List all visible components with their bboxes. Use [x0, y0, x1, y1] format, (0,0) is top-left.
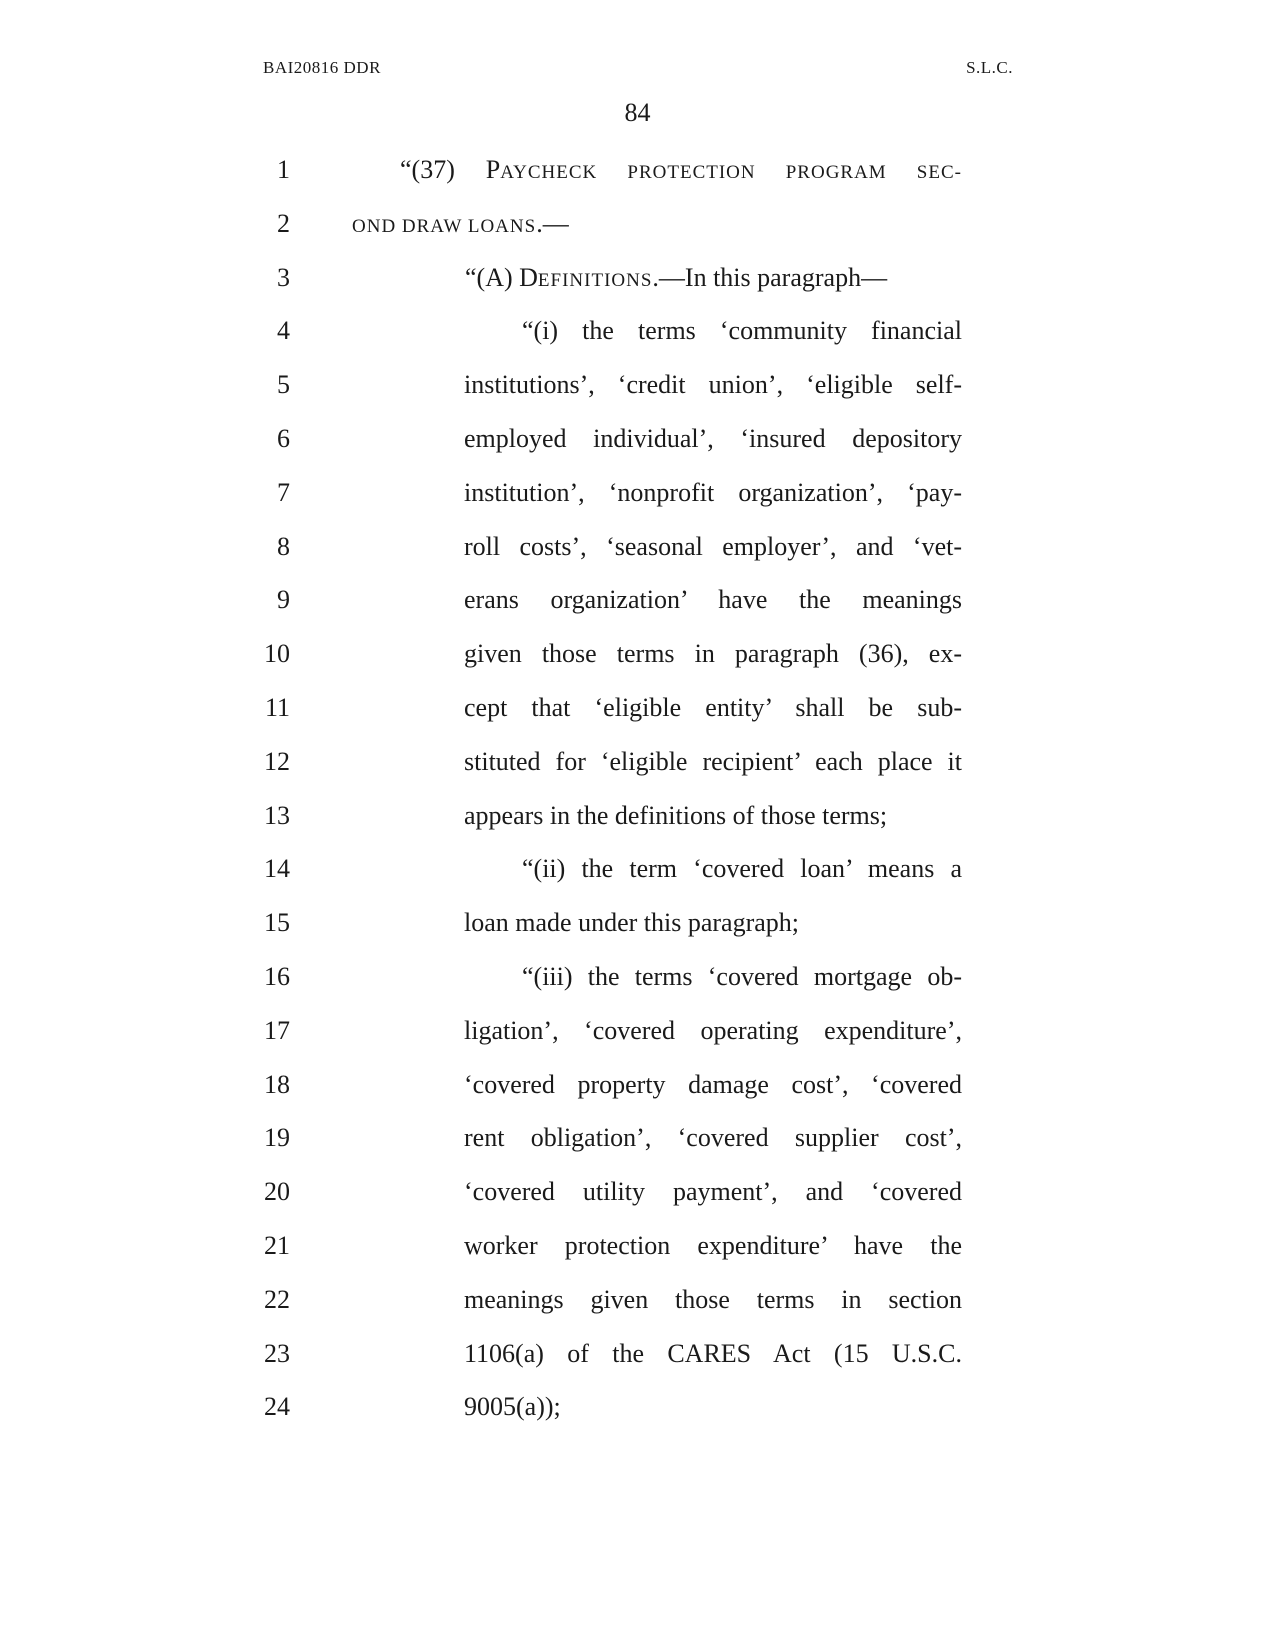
text-line: roll costs’, ‘seasonal employer’, and ‘vet-: [464, 531, 962, 561]
subparagraph-heading-line: “(A) DEFINITIONS.—In this paragraph—: [465, 262, 888, 292]
text-line: employed individual’, ‘insured depository: [464, 424, 962, 453]
text-line: cept that ‘eligible entity’ shall be sub-: [464, 693, 962, 722]
line-number: 5: [277, 370, 290, 400]
text-line: rent obligation’, ‘covered supplier cost’,: [464, 1123, 962, 1153]
line-number: 19: [264, 1123, 290, 1153]
line-number: 11: [264, 692, 290, 722]
line-number: 16: [264, 961, 290, 991]
line-number: 6: [277, 423, 290, 453]
paragraph-heading-line: OND DRAW LOANS.—: [352, 208, 569, 238]
text-line: loan made under this paragraph;: [464, 908, 799, 938]
text-line: “(i) the terms ‘community financial: [522, 316, 962, 346]
paragraph-heading-line: “(37) PAYCHECK PROTECTION PROGRAM SEC-: [400, 155, 962, 184]
text-line: ‘covered utility payment’, and ‘covered: [464, 1177, 962, 1207]
text-line: 9005(a));: [464, 1392, 561, 1422]
line-number: 1: [277, 155, 290, 184]
line-number: 12: [264, 746, 290, 776]
office-code: S.L.C.: [966, 58, 1013, 77]
text-line: 1106(a) of the CARES Act (15 U.S.C.: [464, 1338, 962, 1368]
text-line: ‘covered property damage cost’, ‘covered: [464, 1069, 962, 1099]
text-line: meanings given those terms in section: [464, 1284, 962, 1314]
text-line: institution’, ‘nonprofit organization’, ‘pay-: [464, 477, 962, 507]
text-line: “(iii) the terms ‘covered mortgage ob-: [522, 962, 962, 991]
page-number: 84: [624, 98, 651, 127]
line-number-column: [220, 143, 290, 1434]
line-number: 4: [277, 316, 290, 346]
text-line: given those terms in paragraph (36), ex-: [464, 639, 962, 669]
line-number: 10: [264, 639, 290, 669]
text-line: worker protection expenditure’ have the: [464, 1231, 962, 1260]
text-line: ligation’, ‘covered operating expenditure’,: [464, 1015, 962, 1045]
line-number: 18: [264, 1069, 290, 1099]
line-number: 15: [264, 908, 290, 938]
line-number: 23: [264, 1338, 290, 1368]
text-line: institutions’, ‘credit union’, ‘eligible self-: [464, 370, 962, 400]
line-number: 13: [264, 800, 290, 830]
line-number: 7: [277, 477, 290, 507]
line-number: 17: [264, 1015, 290, 1045]
document-id: BAI20816 DDR: [263, 58, 381, 77]
line-number: 2: [277, 208, 290, 238]
line-number: 22: [264, 1284, 290, 1314]
text-line: stituted for ‘eligible recipient’ each place it: [464, 746, 962, 776]
text-line: “(ii) the term ‘covered loan’ means a: [522, 854, 962, 884]
line-number: 20: [264, 1177, 290, 1207]
line-number: 21: [264, 1230, 290, 1260]
line-number: 14: [264, 854, 290, 884]
text-line: appears in the definitions of those terms;: [464, 800, 888, 830]
text-line: erans organization’ have the meanings: [464, 585, 962, 615]
line-number: 3: [277, 262, 290, 292]
line-number: 9: [277, 585, 290, 615]
line-number: 24: [264, 1392, 290, 1422]
line-number: 8: [277, 531, 290, 561]
